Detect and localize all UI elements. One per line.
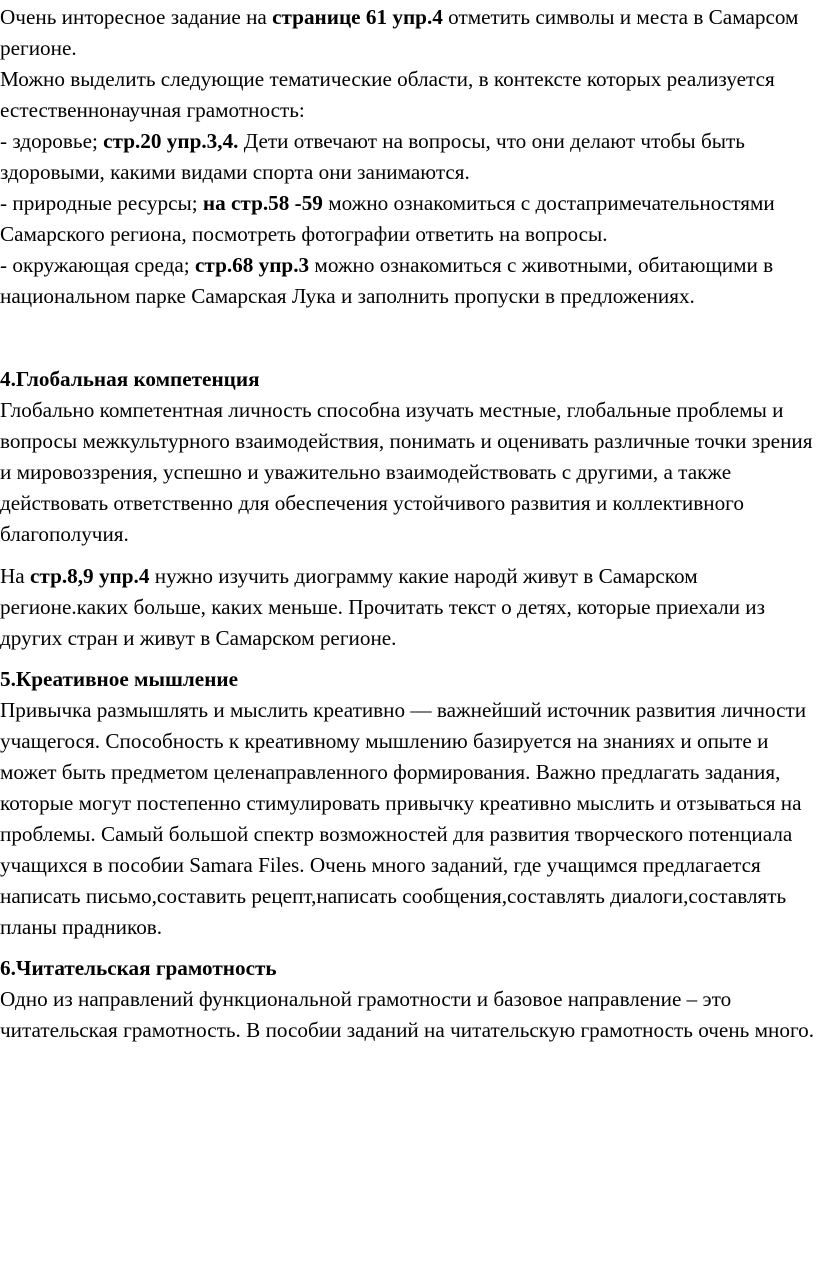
intro-list-item-health <box>0 126 816 188</box>
section-4-body: Глобально компетентная личность способна изучать местные, глобальные проблемы и вопросы межкультурного взаимодействия, понимать и оценивать различные точки зрения и мировоззрения, успешно и уважительно взаимодействовать с другими, а также действовать ответственно для обеспечения устойчивого развития и коллективного благополучия. <box>0 398 813 546</box>
text-span: можно ознакомиться с достапримечательностями Самарского региона, посмотреть фотографии ответить на вопросы. <box>0 191 775 246</box>
text-span: отметить символы и места в Самарсом регионе. <box>0 5 799 60</box>
spacer <box>0 550 816 561</box>
heading-text: 5.Креативное мышление <box>0 667 239 691</box>
bold-reference: странице 61 упр.4 <box>272 5 443 29</box>
section-6-heading <box>0 953 816 984</box>
intro-list-item-resources <box>0 188 816 250</box>
text-span: - здоровье; <box>0 129 104 153</box>
text-span: На <box>0 564 31 588</box>
heading-text: 6.Читательская грамотность <box>0 956 277 980</box>
section-6-body: Одно из направлений функциональной грамотности и базовое направление – это читательская грамотность. В пособии заданий на читательскую грамотность очень много. <box>0 987 815 1042</box>
text-span: - природные ресурсы; <box>0 191 203 215</box>
text-span: - окружающая среда; <box>0 253 195 277</box>
intro-paragraph-1 <box>0 2 816 64</box>
section-4-heading <box>0 364 816 395</box>
bold-reference: на стр.58 -59 <box>202 191 323 215</box>
text-span: нужно изучить диограмму какие народй живут в Самарском регионе.каких больше, каких меньше. Прочитать текст о детях, которые приехали из других стран и живут в Самарском регионе. <box>0 564 765 650</box>
spacer <box>0 654 816 664</box>
bold-reference: стр.8,9 упр.4 <box>30 564 150 588</box>
section-5-body: Привычка размышлять и мыслить креативно — важнейший источник развития личности учащегося. Способность к креативному мышлению базируется на знаниях и опыте и может быть предметом целенаправленного формирования. Важно предлагать задания, которые могут постепенно стимулировать привычку креативно мыслить и отзываться на проблемы. Самый большой спектр возможностей для развития творческого потенциала учащихся в пособии Samara Files. Очень много заданий, где учащимся предлагается написать письмо,составить рецепт,написать сообщения,составлять диалоги,составлять планы прадников. <box>0 698 807 939</box>
bold-reference: стр.20 упр.3,4. <box>103 129 239 153</box>
text-span: можно ознакомиться с животными, обитающими в национальном парке Самарская Лука и заполнить пропуски в предложениях. <box>0 253 774 308</box>
intro-list-item-environment <box>0 250 816 312</box>
section-5-heading <box>0 664 816 695</box>
text-span: Очень инторесное задание на <box>0 5 273 29</box>
spacer <box>0 943 816 953</box>
section-4-paragraph-2 <box>0 561 816 654</box>
heading-text: 4.Глобальная компетенция <box>0 367 260 391</box>
intro-paragraph-2: Можно выделить следующие тематические области, в контексте которых реализуется естественнонаучная грамотность: <box>0 67 775 122</box>
spacer <box>0 312 816 364</box>
bold-reference: стр.68 упр.3 <box>195 253 310 277</box>
text-span: Дети отвечают на вопросы, что они делают чтобы быть здоровыми, какими видами спорта они занимаются. <box>0 129 745 184</box>
